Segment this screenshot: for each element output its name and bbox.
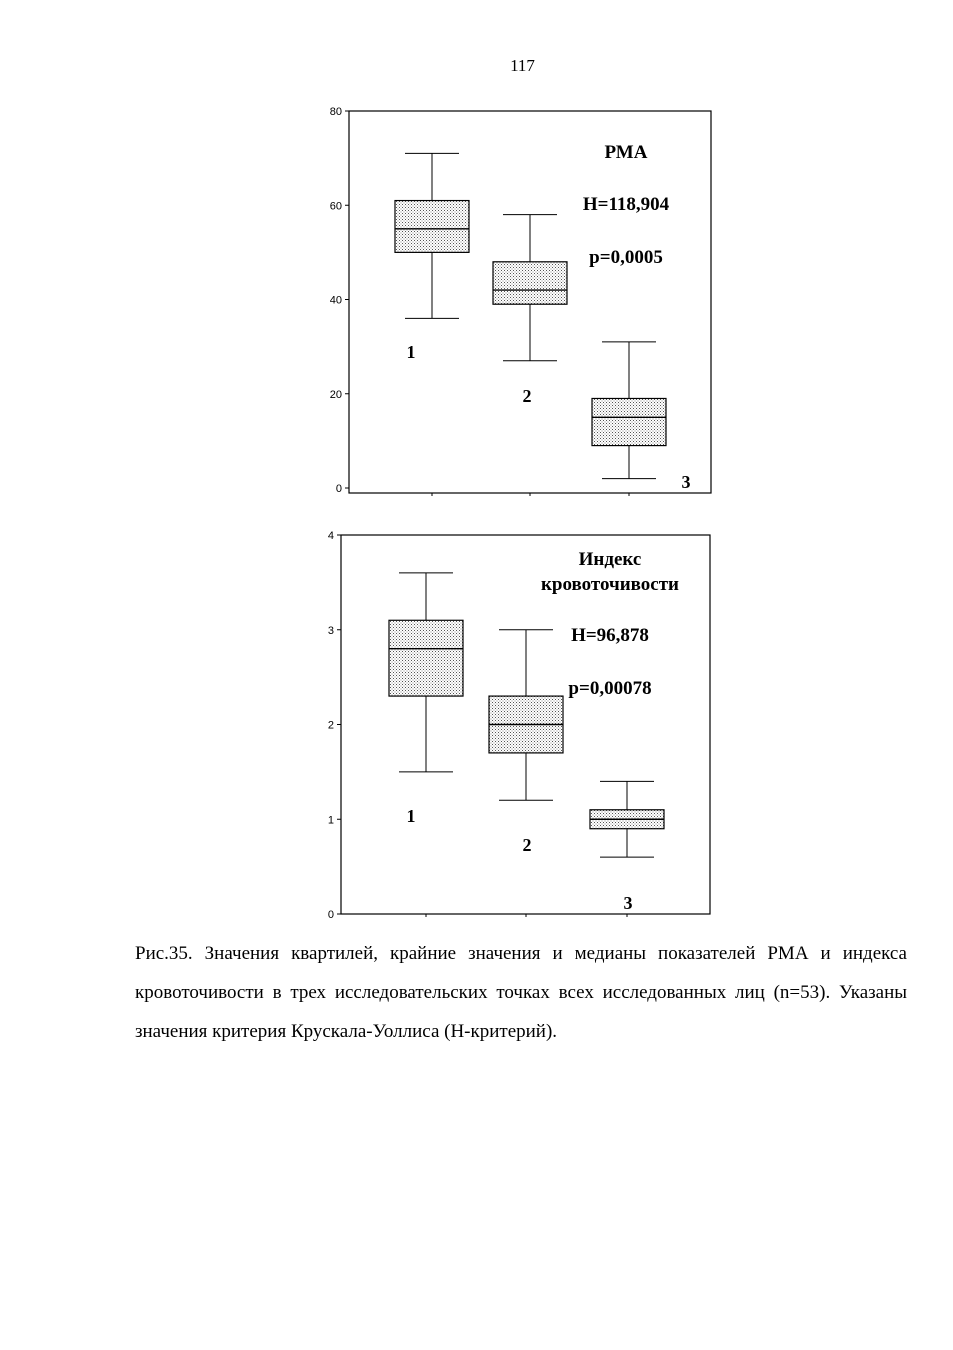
stat-annotation: H=118,904: [582, 194, 670, 215]
y-tick-label: 40: [329, 294, 342, 307]
stat-annotation: кровоточивости: [540, 574, 680, 595]
box-iqr: [395, 201, 469, 253]
group-label: 1: [406, 342, 416, 362]
y-tick-label: 60: [329, 200, 342, 213]
y-tick-label: 4: [327, 530, 334, 542]
box-iqr: [389, 620, 463, 696]
stat-annotation: p=0,00078: [568, 678, 652, 699]
y-tick-label: 0: [327, 909, 334, 921]
y-tick-label: 2: [327, 719, 334, 732]
stat-annotation: p=0,0005: [589, 247, 663, 268]
y-tick-label: 1: [327, 814, 334, 827]
box-iqr: [592, 398, 666, 445]
group-label: 2: [522, 835, 532, 855]
y-tick-label: 3: [327, 624, 334, 637]
group-label: 3: [623, 893, 633, 913]
page-number: 117: [510, 56, 535, 75]
y-tick-label: 20: [329, 388, 342, 401]
stat-annotation: РМА: [604, 142, 648, 163]
group-label: 2: [522, 386, 532, 406]
figure-caption: Рис.35. Значения квартилей, крайние значения и медианы показателей РМА и индекса кровоточивости в трех исследовательских точках всех исследованных лиц (n=53). Указаны значения критерия Крускала-Уоллиса (Н-критерий).: [135, 943, 907, 1042]
y-tick-label: 80: [329, 106, 342, 118]
group-label: 1: [406, 806, 416, 826]
group-label: 3: [681, 472, 691, 492]
rma-boxplot-chart: [330, 106, 711, 496]
box-iqr: [493, 262, 567, 304]
stat-annotation: Индекс: [578, 549, 642, 570]
stat-annotation: H=96,878: [571, 625, 649, 646]
y-tick-label: 0: [335, 483, 342, 495]
bleeding-index-boxplot-chart: [328, 530, 710, 921]
